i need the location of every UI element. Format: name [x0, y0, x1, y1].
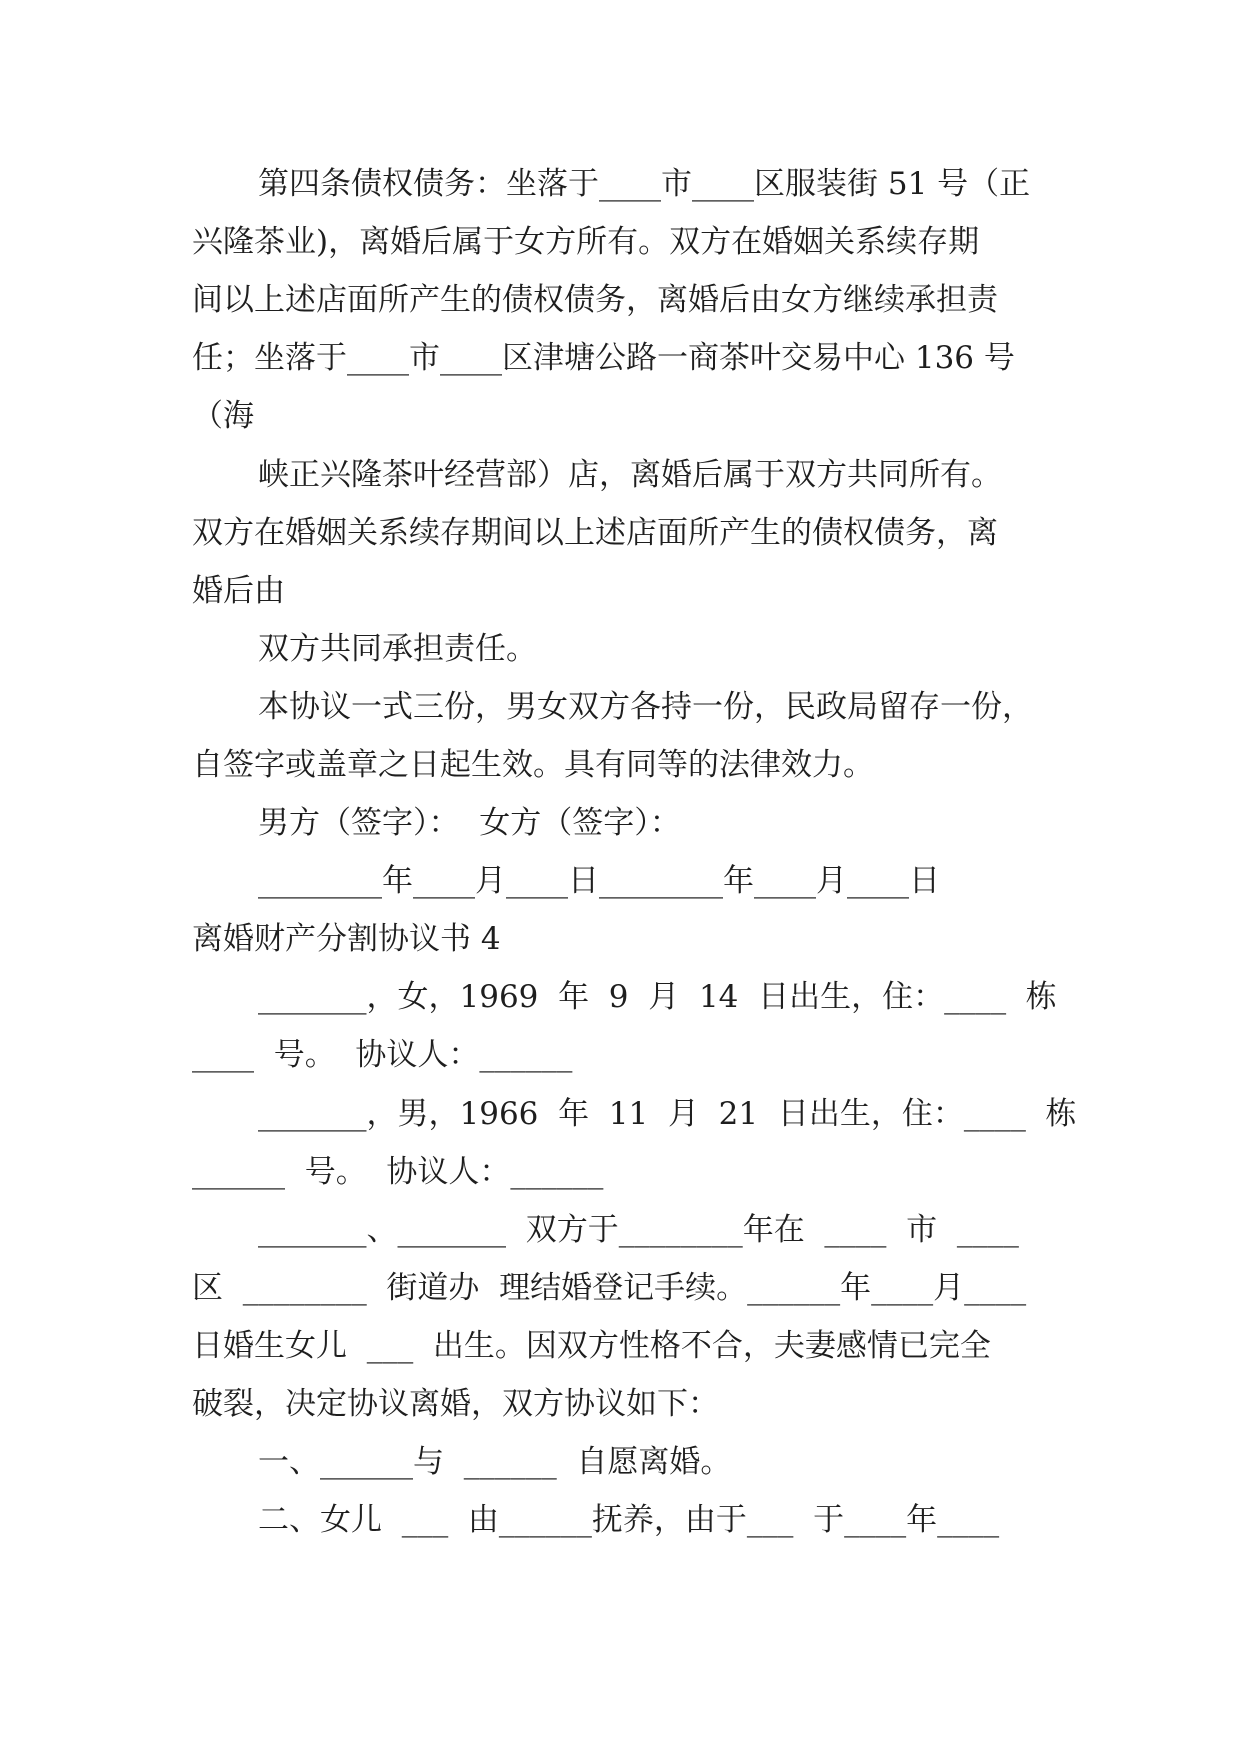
text-line-23: 一、______与 ______ 自愿离婚。 — [258, 1444, 732, 1480]
section-heading: 离婚财产分割协议书 4 — [192, 921, 501, 957]
text-line-18: ______ 号。 协议人：______ — [192, 1154, 604, 1190]
text-line-3: 间以上述店面所产生的债权债务，离婚后由女方继续承担责 — [192, 282, 998, 318]
text-line-21: 日婚生女儿 ___ 出生。因双方性格不合，夫妻感情已完全 — [192, 1328, 991, 1364]
text-line-19: _______、_______ 双方于________年在 ____ 市 ____ — [258, 1212, 1019, 1248]
text-line-5: （海 — [192, 398, 254, 434]
text-line-20: 区 ________ 街道办 理结婚登记手续。______年____月____ — [192, 1270, 1027, 1306]
text-line-8: 婚后由 — [192, 573, 285, 609]
text-line-10: 本协议一式三份，男女双方各持一份，民政局留存一份， — [258, 689, 1033, 725]
text-line-15: _______，女，1969 年 9 月 14 日出生，住：____ 栋 — [258, 979, 1057, 1015]
text-line-1: 第四条债权债务：坐落于____市____区服装街 51 号（正 — [258, 166, 1031, 202]
text-line-9: 双方共同承担责任。 — [258, 631, 537, 667]
text-line-16: ____ 号。 协议人：______ — [192, 1037, 573, 1073]
text-line-7: 双方在婚姻关系续存期间以上述店面所产生的债权债务，离 — [192, 515, 998, 551]
text-line-2: 兴隆茶业)，离婚后属于女方所有。双方在婚姻关系续存期 — [192, 224, 980, 260]
signature-line: 男方（签字）： 女方（签字）： — [258, 805, 681, 841]
text-line-17: _______，男，1966 年 11 月 21 日出生，住：____ 栋 — [258, 1096, 1077, 1132]
text-line-11: 自签字或盖章之日起生效。具有同等的法律效力。 — [192, 747, 874, 783]
date-line: ________年____月____日________年____月____日 — [258, 863, 940, 899]
text-line-4: 任；坐落于____市____区津塘公路一商茶叶交易中心 136 号 — [192, 340, 1015, 376]
text-line-24: 二、女儿 ___ 由______抚养，由于___ 于____年____ — [258, 1502, 1000, 1538]
text-line-22: 破裂，决定协议离婚，双方协议如下： — [192, 1386, 719, 1422]
text-line-6: 峡正兴隆茶叶经营部）店，离婚后属于双方共同所有。 — [258, 457, 1002, 493]
